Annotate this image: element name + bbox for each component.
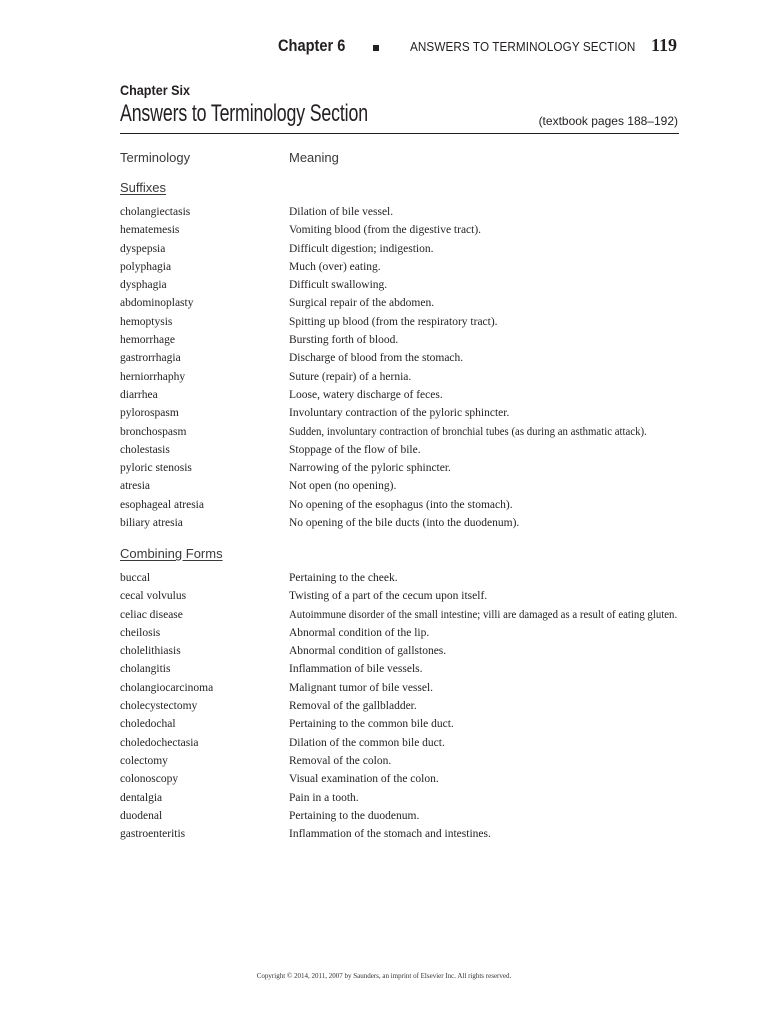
meaning: Discharge of blood from the stomach. — [289, 352, 464, 365]
term: buccal — [120, 572, 151, 584]
term: herniorrhaphy — [120, 370, 186, 383]
list-item — [120, 407, 690, 425]
term: colectomy — [120, 754, 168, 767]
meaning: Involuntary contraction of the pyloric sphincter. — [289, 407, 510, 420]
meaning: Abnormal condition of gallstones. — [289, 645, 447, 658]
suffixes-list — [120, 206, 690, 535]
meaning: Inflammation of the stomach and intestines. — [289, 828, 491, 841]
term: choledochectasia — [120, 736, 199, 749]
list-item — [120, 334, 690, 352]
meaning: Removal of the colon. — [289, 754, 392, 767]
term: pyloric stenosis — [120, 462, 192, 475]
list-item — [120, 206, 690, 224]
meaning: Vomiting blood (from the digestive tract). — [289, 224, 482, 237]
column-heading-meaning: Meaning — [289, 150, 339, 165]
list-item — [120, 243, 690, 261]
term: gastrorrhagia — [120, 352, 181, 365]
term: atresia — [120, 480, 151, 493]
term: gastroenteritis — [120, 828, 186, 841]
term: celiac disease — [120, 608, 183, 621]
term: cholestasis — [120, 443, 170, 456]
meaning: Dilation of bile vessel. — [289, 206, 394, 218]
chapter-label: Chapter Six — [120, 82, 191, 98]
meaning: Not open (no opening). — [289, 480, 397, 493]
meaning: Sudden, involuntary contraction of bronchial tubes (as during an asthmatic attack). — [289, 425, 647, 438]
term: hematemesis — [120, 224, 180, 237]
meaning: Suture (repair) of a hernia. — [289, 370, 412, 383]
list-item — [120, 609, 690, 627]
section-heading-suffixes: Suffixes — [120, 180, 167, 195]
list-item — [120, 682, 690, 700]
meaning: Pain in a tooth. — [289, 791, 359, 804]
term: dentalgia — [120, 791, 163, 804]
list-item — [120, 755, 690, 773]
column-heading-terminology: Terminology — [120, 150, 191, 165]
list-item — [120, 810, 690, 828]
page-title: Answers to Terminology Section — [120, 100, 368, 127]
meaning: Difficult digestion; indigestion. — [289, 242, 434, 255]
meaning: Narrowing of the pyloric sphincter. — [289, 462, 451, 475]
list-item — [120, 499, 690, 517]
meaning: Twisting of a part of the cecum upon itself. — [289, 590, 488, 603]
term: choledochal — [120, 718, 176, 731]
meaning: Autoimmune disorder of the small intestine; villi are damaged as a result of eating gluten. — [289, 608, 678, 621]
list-item — [120, 224, 690, 242]
list-item — [120, 627, 690, 645]
page-number: 119 — [650, 35, 677, 55]
list-item — [120, 663, 690, 681]
term: dysphagia — [120, 279, 167, 292]
meaning: Stoppage of the flow of bile. — [289, 443, 421, 456]
term: polyphagia — [120, 260, 172, 273]
meaning: Malignant tumor of bile vessel. — [289, 681, 434, 694]
term: bronchospasm — [120, 425, 187, 438]
list-item — [120, 572, 690, 590]
term: abdominoplasty — [120, 297, 194, 310]
term: pylorospasm — [120, 407, 179, 420]
list-item — [120, 389, 690, 407]
list-item — [120, 279, 690, 297]
meaning: Surgical repair of the abdomen. — [289, 297, 435, 310]
term: cholangiocarcinoma — [120, 681, 214, 694]
term: cholangitis — [120, 663, 171, 676]
list-item — [120, 316, 690, 334]
list-item — [120, 773, 690, 791]
meaning: Removal of the gallbladder. — [289, 700, 417, 713]
term: colonoscopy — [120, 773, 179, 786]
term: cecal volvulus — [120, 590, 187, 603]
meaning: Difficult swallowing. — [289, 279, 388, 292]
list-item — [120, 426, 690, 444]
list-item — [120, 517, 690, 535]
term: duodenal — [120, 809, 163, 822]
list-item — [120, 737, 690, 755]
meaning: Inflammation of bile vessels. — [289, 663, 423, 676]
meaning: Loose, watery discharge of feces. — [289, 388, 443, 401]
meaning: Dilation of the common bile duct. — [289, 736, 445, 749]
term: cholecystectomy — [120, 700, 198, 713]
list-item — [120, 645, 690, 663]
meaning: Bursting forth of blood. — [289, 334, 399, 347]
combining-forms-list — [120, 572, 690, 846]
running-head-section: ANSWERS TO TERMINOLOGY SECTION — [410, 39, 636, 54]
meaning: Abnormal condition of the lip. — [289, 626, 430, 639]
textbook-page-reference: (textbook pages 188–192) — [538, 114, 678, 128]
term: cholangiectasis — [120, 206, 191, 218]
term: hemoptysis — [120, 315, 173, 328]
term: diarrhea — [120, 388, 158, 401]
meaning: Pertaining to the common bile duct. — [289, 718, 454, 731]
list-item — [120, 590, 690, 608]
title-divider — [120, 133, 679, 134]
list-item — [120, 297, 690, 315]
list-item — [120, 261, 690, 279]
list-item — [120, 480, 690, 498]
list-item — [120, 700, 690, 718]
term: dyspepsia — [120, 242, 166, 255]
running-head-chapter: Chapter 6 — [278, 36, 346, 55]
section-heading-combining-forms: Combining Forms — [120, 546, 223, 561]
copyright-notice: Copyright © 2014, 2011, 2007 by Saunders, an imprint of Elsevier Inc. All rights reserved. — [256, 972, 512, 980]
term: hemorrhage — [120, 334, 175, 347]
term: cholelithiasis — [120, 645, 181, 658]
meaning: Spitting up blood (from the respiratory tract). — [289, 315, 498, 328]
square-bullet-icon — [373, 45, 379, 51]
meaning: Pertaining to the cheek. — [289, 572, 398, 584]
list-item — [120, 371, 690, 389]
list-item — [120, 352, 690, 370]
list-item — [120, 462, 690, 480]
meaning: Visual examination of the colon. — [289, 773, 439, 786]
meaning: Pertaining to the duodenum. — [289, 809, 420, 822]
term: cheilosis — [120, 626, 161, 639]
list-item — [120, 444, 690, 462]
term: biliary atresia — [120, 517, 183, 530]
list-item — [120, 792, 690, 810]
meaning: No opening of the esophagus (into the stomach). — [289, 498, 513, 511]
meaning: Much (over) eating. — [289, 260, 381, 273]
running-head — [0, 36, 768, 60]
list-item — [120, 718, 690, 736]
term: esophageal atresia — [120, 498, 204, 511]
list-item — [120, 828, 690, 846]
meaning: No opening of the bile ducts (into the duodenum). — [289, 517, 520, 530]
